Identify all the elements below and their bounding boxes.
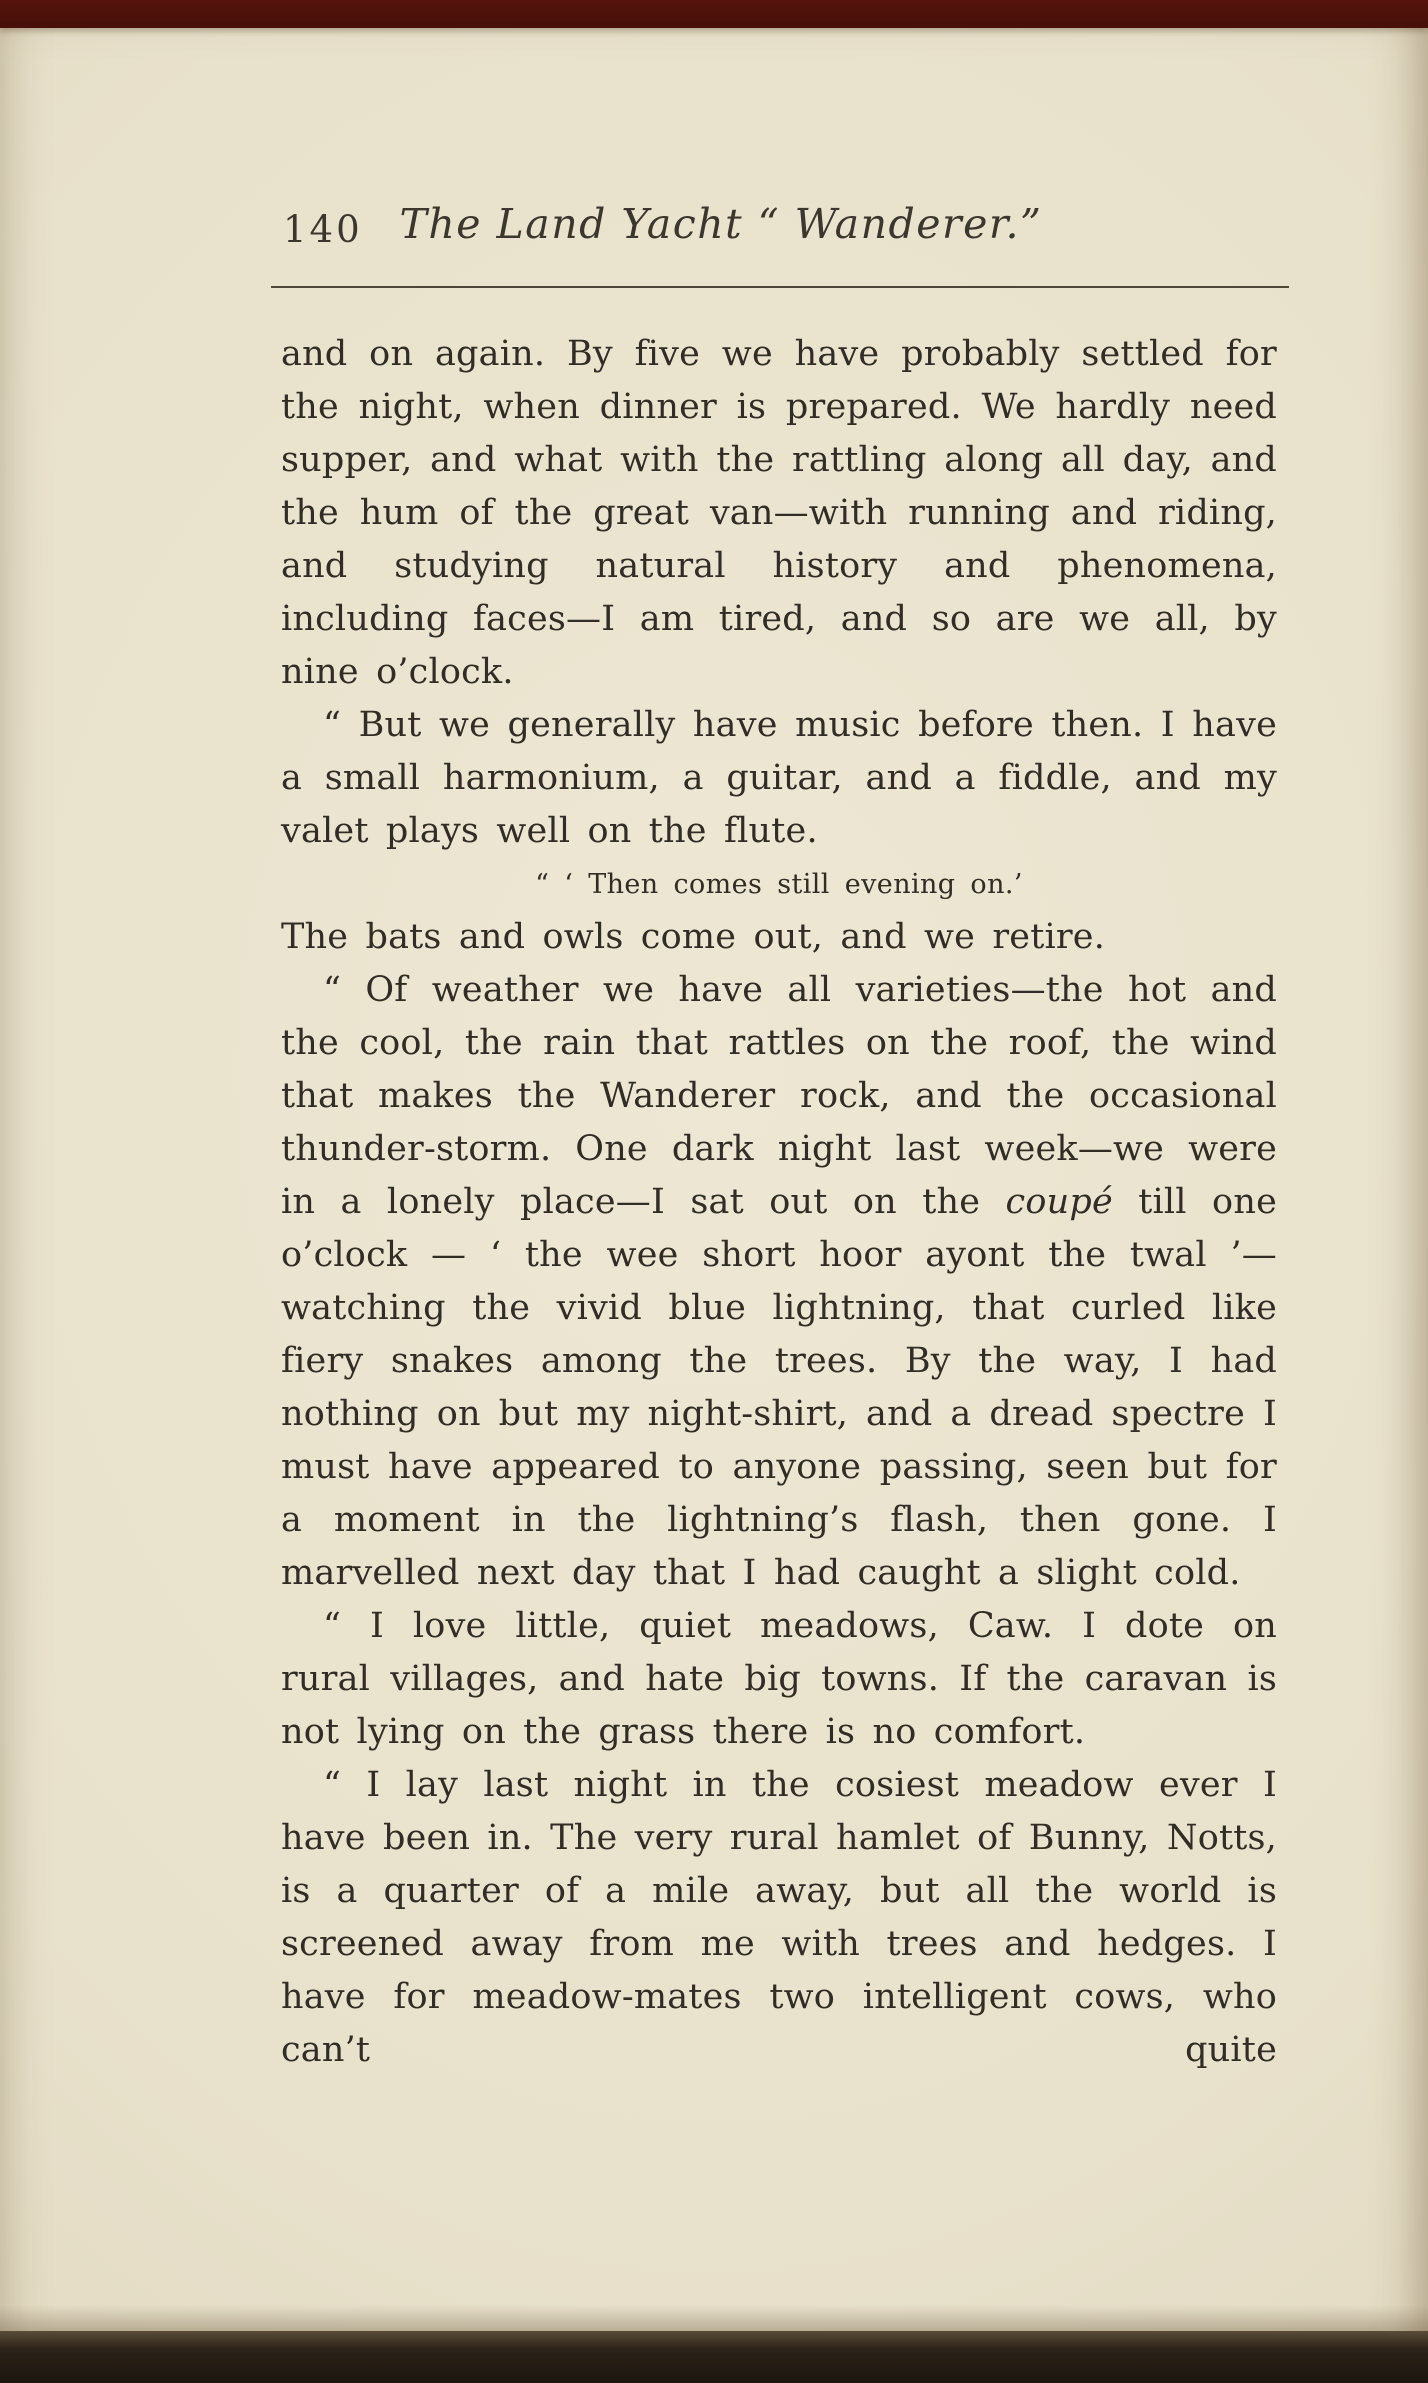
verse-quote: “ ‘ Then comes still evening on.’	[535, 869, 1023, 900]
scan-edge-top	[0, 0, 1428, 28]
paragraph: The bats and owls come out, and we retire.	[281, 917, 1106, 957]
page-content	[281, 200, 1277, 2077]
page-title: The Land Yacht “ Wanderer.”	[399, 200, 1043, 248]
paragraph: “ Of weather we have all varieties—the hot and the cool, the rain that rattles on the roof, the wind that makes the Wanderer rock, and the occasional thunder-storm. One dark night last week—we were in a lonely place—I sat out on the coupé till one o’clock — ‘ the wee short hoor ayont the twal ’—watching the vivid blue lightning, that curled like fiery snakes among the trees. By the way, I had nothing on but my night-shirt, and a dread spectre I must have appeared to anyone passing, seen but for a moment in the lightning’s flash, then gone. I marvelled next day that I had caught a slight cold.	[281, 970, 1277, 1593]
scan-edge-bottom	[0, 2331, 1428, 2383]
page-number: 140	[283, 208, 363, 251]
header-rule	[271, 286, 1289, 288]
body-text	[281, 328, 1277, 2077]
paragraph: “ I love little, quiet meadows, Caw. I dote on rural villages, and hate big towns. If the caravan is not lying on the grass there is no comfort.	[281, 1606, 1277, 1752]
paragraph: “ I lay last night in the cosiest meadow ever I have been in. The very rural hamlet of Bunny, Notts, is a quarter of a mile away, but all the world is screened away from me with trees and hedges. I have for meadow-mates two intelligent cows, who can’t quite	[281, 1765, 1277, 2070]
paragraph: and on again. By five we have probably settled for the night, when dinner is prepared. We hardly need supper, and what with the rattling along all day, and the hum of the great van—with running and riding, and studying natural history and phenomena, including faces—I am tired, and so are we all, by nine o’clock.	[281, 334, 1277, 692]
running-header	[281, 200, 1277, 268]
paragraph: “ But we generally have music before then. I have a small harmonium, a guitar, and a fiddle, and my valet plays well on the flute.	[281, 705, 1277, 851]
